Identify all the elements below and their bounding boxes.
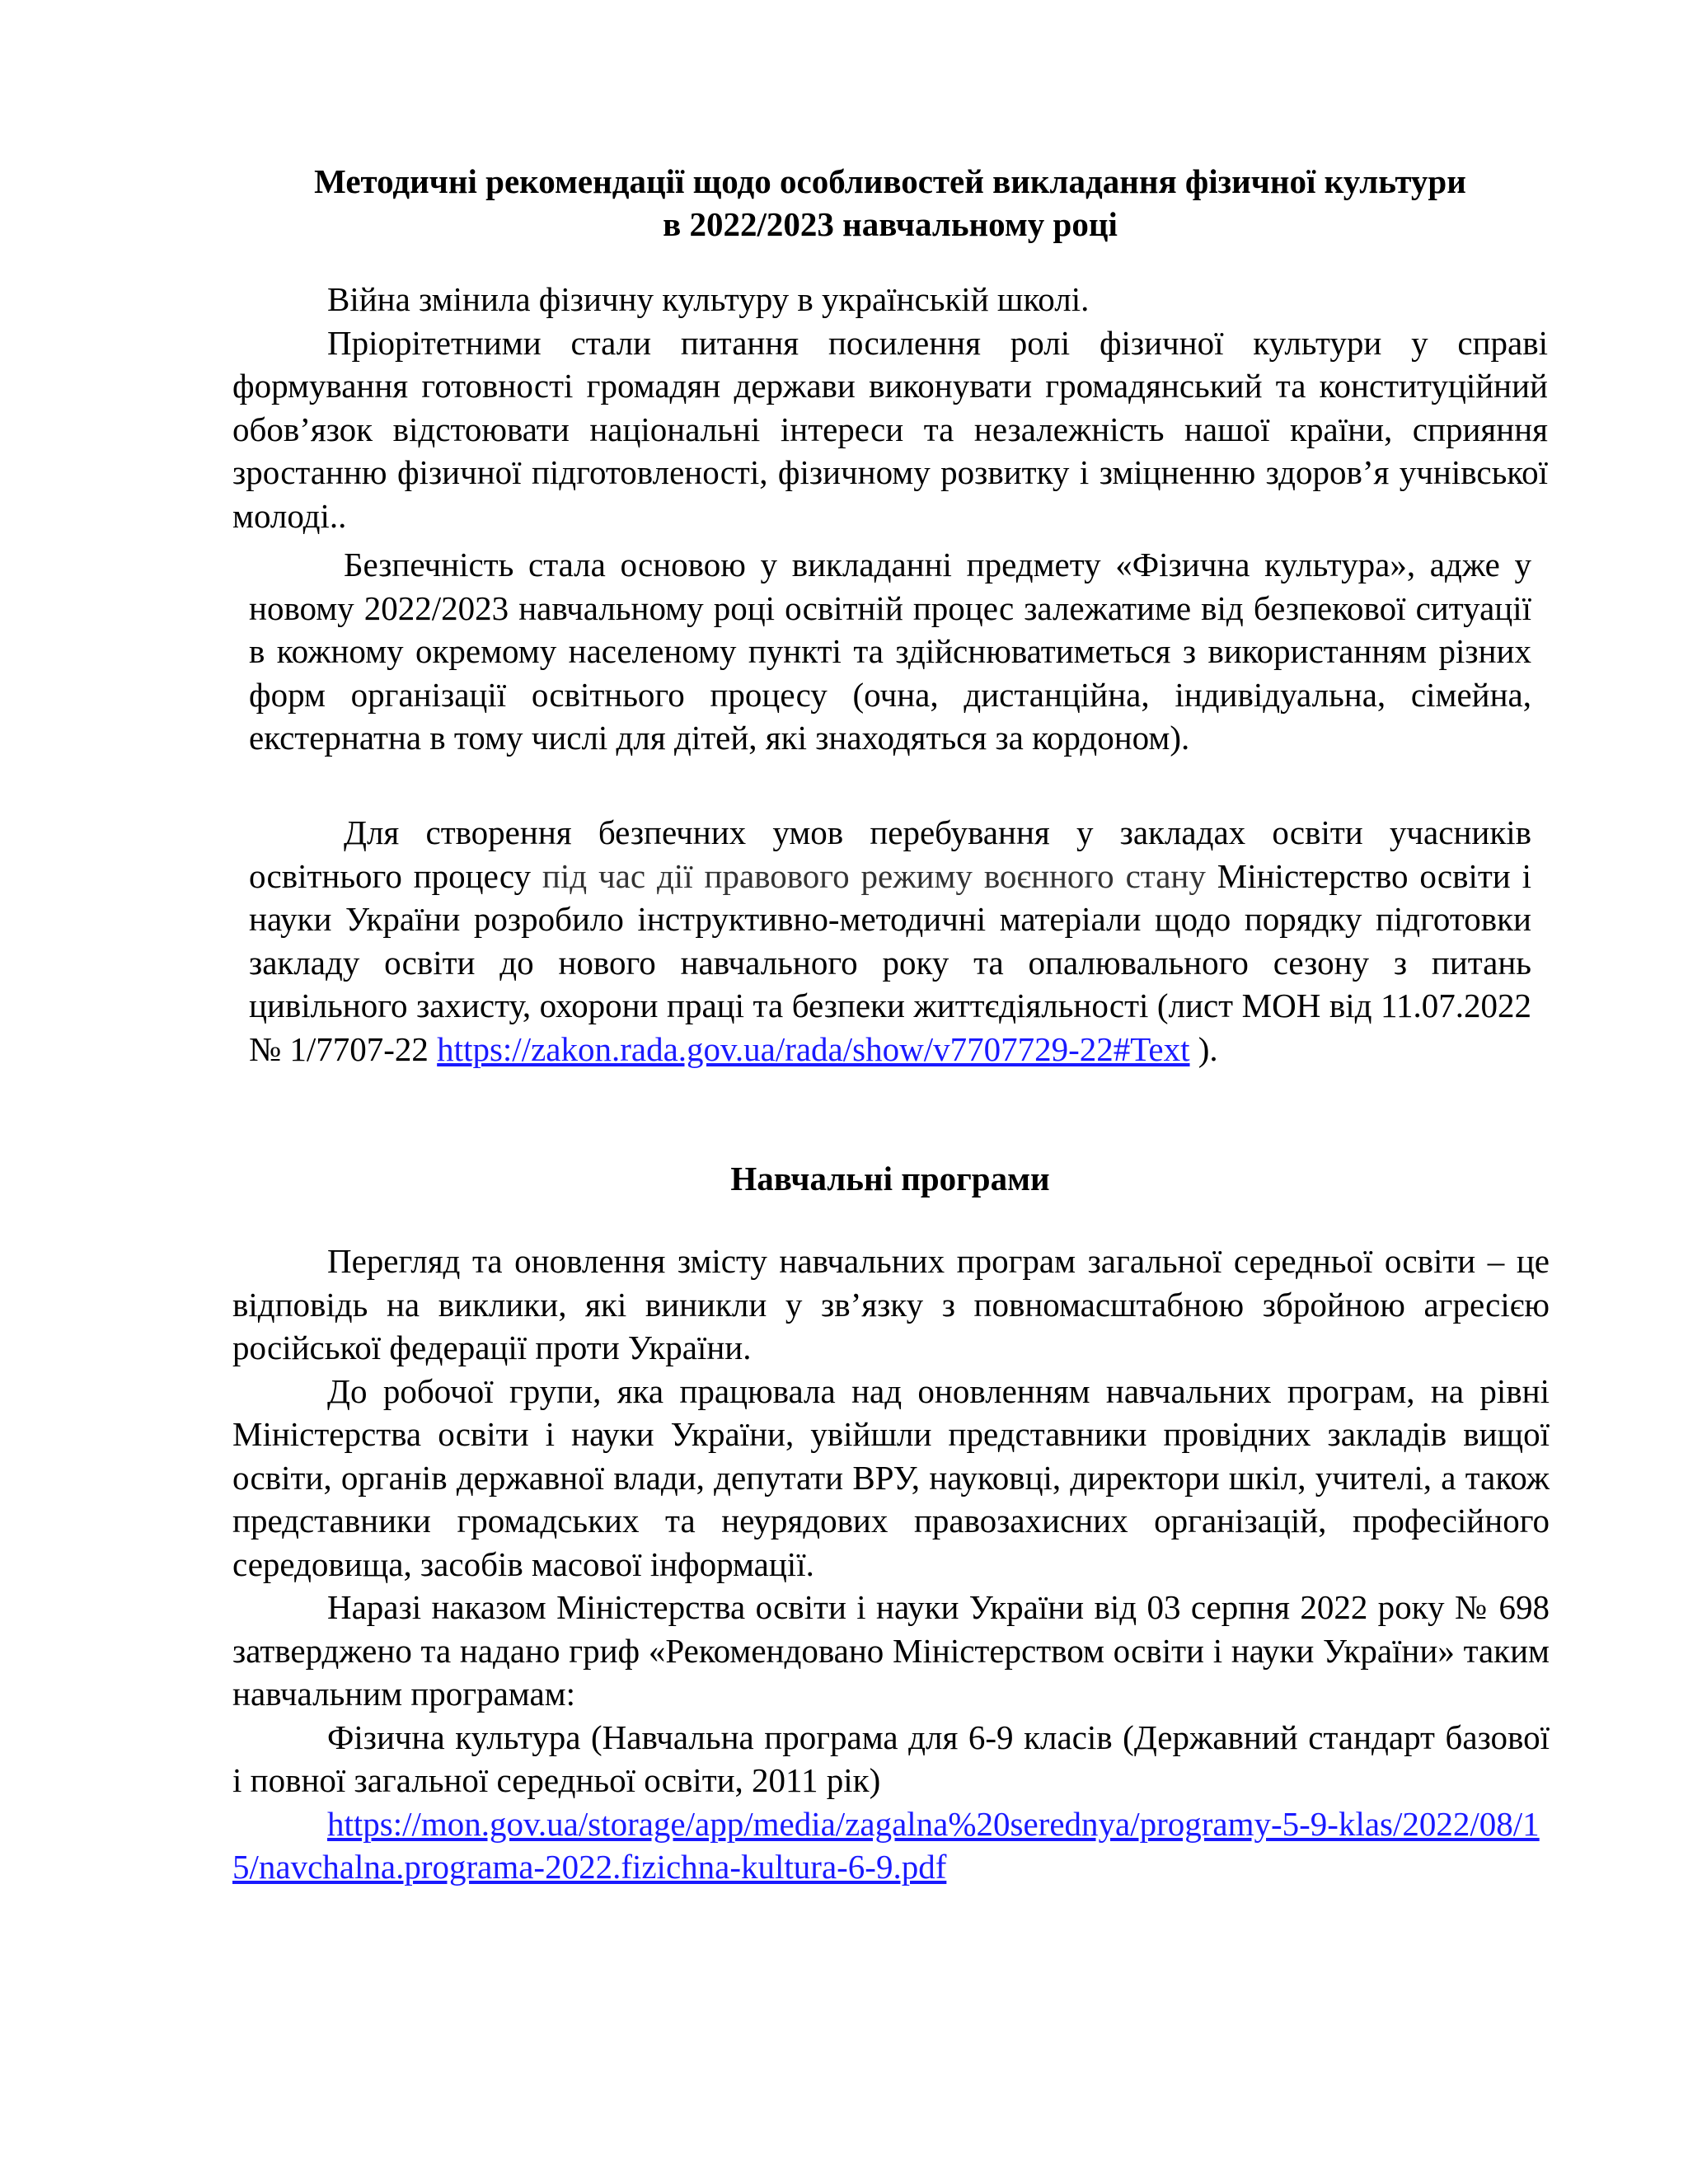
paragraph-working-group: До робочої групи, яка працювала над оновленням навчальних програм, на рівні Міністерства освіти і науки України, увійшли представники провідних закладів вищої освіти, органів державної влади, депутати ВРУ, науковці, директори шкіл, учителі, а також представники громадських та неурядових правозахисних організацій, професійного середовища, засобів масової інформації. — [232, 1371, 1550, 1583]
programs-block — [232, 1240, 1550, 1889]
paragraph-safety: Безпечність стала основою у викладанні предмету «Фізична культура», адже у новому 2022/2023 навчальному році освітній процес залежатиме від безпекової ситуації в кожному окремому населеному пункті та здійснюватиметься з використанням різних форм організації освітнього процесу (очна, дистанційна, індивідуальна, сімейна, екстернатна в тому числі для дітей, які знаходяться за кордоном). — [249, 546, 1531, 757]
paragraph-physical-culture-program: Фізична культура (Навчальна програма для 6-9 класів (Державний стандарт базової і повної загальної середньої освіти, 2011 рік) — [232, 1718, 1550, 1799]
paragraph-program-update: Перегляд та оновлення змісту навчальних програм загальної середньої освіти – це відповідь на виклики, які виникли у зв’язку з повномасштабною збройною агресією російської федерації проти України. — [232, 1242, 1550, 1366]
document-title-line-2: в 2022/2023 навчальному році — [663, 205, 1118, 243]
paragraph-conditions-part-1: Для створення безпечних умов перебування у закладах освіти учасників освітнього процесу — [249, 813, 1531, 895]
paragraph-conditions-part-2: під час дії правового режиму воєнного стану — [531, 856, 1217, 895]
conditions-block — [249, 811, 1531, 1071]
zakon-rada-link[interactable]: https://zakon.rada.gov.ua/rada/show/v7707729-22#Text — [437, 1029, 1190, 1068]
intro-block — [232, 278, 1548, 537]
paragraph-conditions — [249, 811, 1531, 1071]
paragraph-order: Наразі наказом Міністерства освіти і науки України від 03 серпня 2022 року № 698 затверджено та надано гриф «Рекомендовано Міністерством освіти і науки України» таким навчальним програмам: — [232, 1588, 1550, 1713]
safety-block — [249, 543, 1531, 760]
document-title-line-1: Методичні рекомендації щодо особливостей викладання фізичної культури — [314, 162, 1466, 200]
paragraph-conditions-part-3: Міністерство освіти і науки України розробило інструктивно-методичні матеріали щодо порядку підготовки закладу освіти до нового навчального року та опалювального сезону з питань цивільного захисту, охорони праці та безпеки життєдіяльності (лист МОН від 11.07.2022 № 1/7707-22 — [249, 856, 1531, 1068]
mon-program-link[interactable]: https://mon.gov.ua/storage/app/media/zagalna%20serednya/programy-5-9-klas/2022/08/15/navchalna.programa-2022.fizichna-kultura-6-9.pdf — [232, 1804, 1540, 1886]
paragraph-program-link — [232, 1802, 1550, 1889]
paragraph-war-changed: Війна змінила фізичну культуру в українській школі. — [327, 280, 1090, 318]
section-title-programs: Навчальні програми — [730, 1160, 1050, 1197]
paragraph-conditions-end: ). — [1189, 1029, 1218, 1068]
paragraph-priorities: Пріорітетними стали питання посилення ролі фізичної культури у справі формування готовності громадян держави виконувати громадянський та конституційний обов’язок відстоювати національні інтереси та незалежність нашої країни, сприяння зростанню фізичної підготовленості, фізичному розвитку і зміцненню здоров’я учнівської молоді.. — [232, 323, 1548, 535]
